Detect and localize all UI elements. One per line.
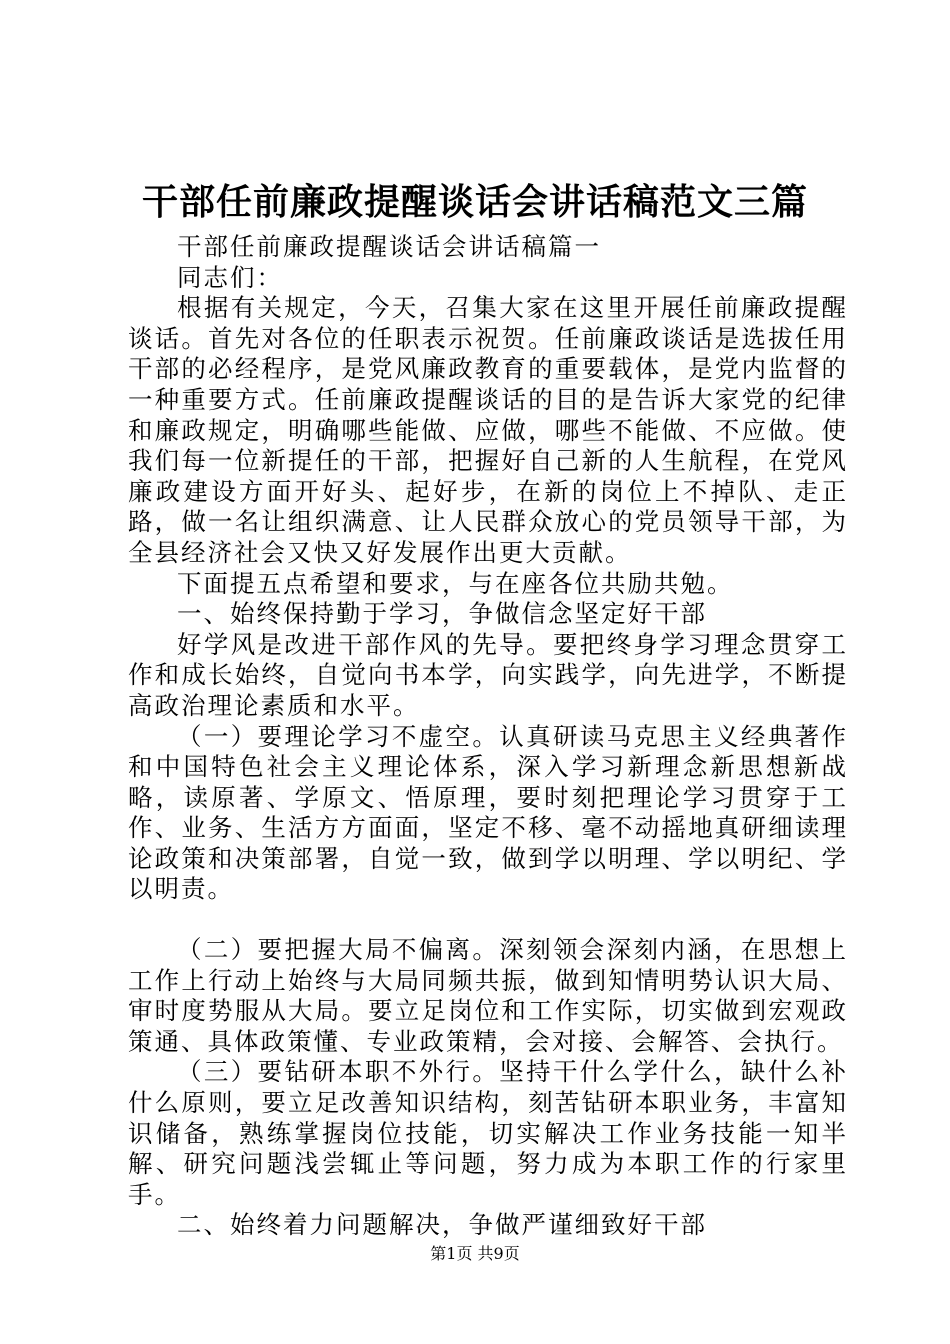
sub-point-paragraph: （二）要把握大局不偏离。深刻领会深刻内涵，在思想上工作上行动上始终与大局同频共振，做到知情明势认识大局、审时度势服从大局。要立足岗位和工作实际，切实做到宏观政策通、具体政策懂、专业政策精，会对接、会解答、会执行。 (128, 935, 848, 1056)
document-body (128, 232, 848, 1241)
body-paragraph: 根据有关规定，今天，召集大家在这里开展任前廉政提醒谈话。首先对各位的任职表示祝贺。任前廉政谈话是选拔任用干部的必经程序，是党风廉政教育的重要载体，是党内监督的一种重要方式。任前廉政提醒谈话的目的是告诉大家党的纪律和廉政规定，明确哪些能做、应做，哪些不能做、不应做。使我们每一位新提任的干部，把握好自己新的人生航程，在党风廉政建设方面开好头、起好步，在新的岗位上不掉队、走正路，做一名让组织满意、让人民群众放心的党员领导干部，为全县经济社会又快又好发展作出更大贡献。 (128, 293, 848, 567)
sub-point-paragraph: （一）要理论学习不虚空。认真研读马克思主义经典著作和中国特色社会主义理论体系，深入学习新理念新思想新战略，读原著、学原文、悟原理，要时刻把理论学习贯穿于工作、业务、生活方方面面，坚定不移、毫不动摇地真研细读理论政策和决策部署，自觉一致，做到学以明理、学以明纪、学以明责。 (128, 721, 848, 904)
page-number-footer: 第1页 共9页 (430, 1244, 520, 1263)
point-heading: 二、始终着力问题解决，争做严谨细致好干部 (177, 1210, 707, 1240)
section-heading: 干部任前廉政提醒谈话会讲话稿篇一 (177, 232, 601, 261)
salutation: 同志们： (177, 262, 283, 292)
body-paragraph: 好学风是改进干部作风的先导。要把终身学习理念贯穿工作和成长始终，自觉向书本学，向实践学，向先进学，不断提高政治理论素质和水平。 (128, 629, 848, 720)
body-paragraph: 下面提五点希望和要求，与在座各位共励共勉。 (177, 568, 734, 598)
sub-point-paragraph: （三）要钻研本职不外行。坚持干什么学什么，缺什么补什么原则，要立足改善知识结构，刻苦钻研本职业务，丰富知识储备，熟练掌握岗位技能，切实解决工作业务技能一知半解、研究问题浅尝辄止等问题，努力成为本职工作的行家里手。 (128, 1057, 848, 1209)
document-title: 干部任前廉政提醒谈话会讲话稿范文三篇 (141, 181, 808, 223)
point-heading: 一、始终保持勤于学习，争做信念坚定好干部 (177, 599, 707, 629)
